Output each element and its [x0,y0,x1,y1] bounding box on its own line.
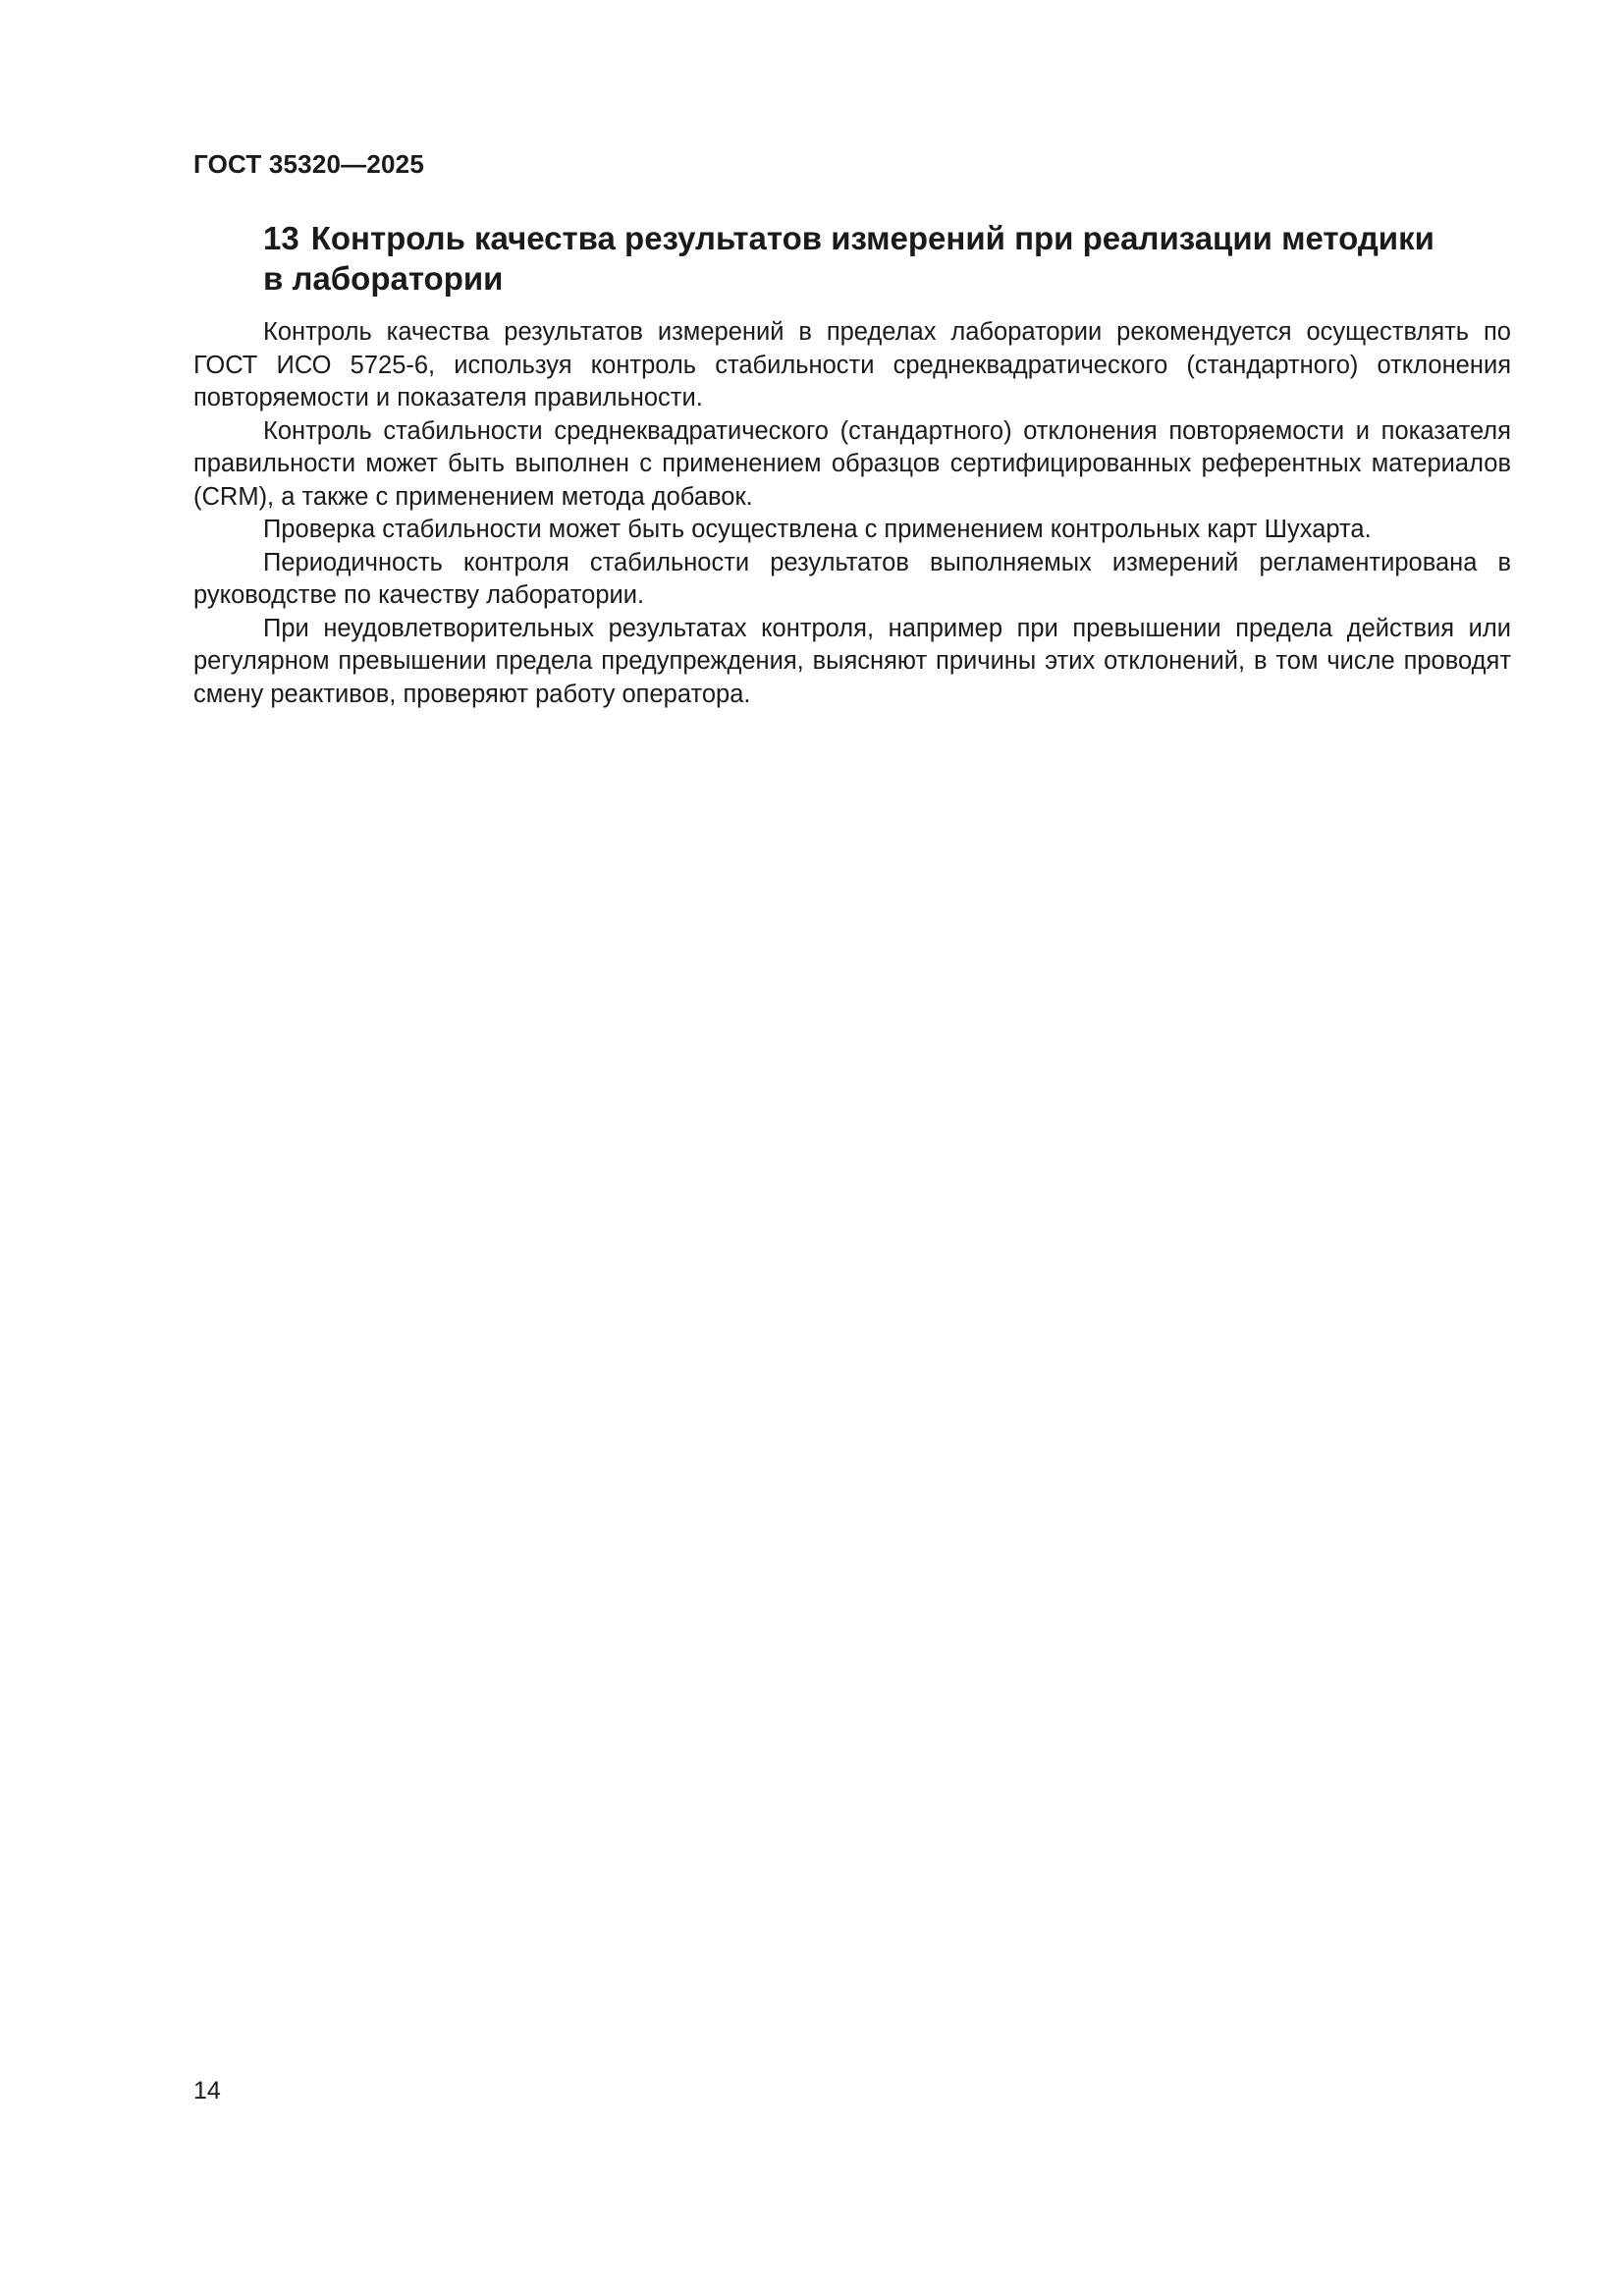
paragraph-5: При неудовлетворительных результатах контроля, например при превышении предела действия или регулярном превышении предела предупреждения, выясняют причины этих отклонений, в том числе проводят смену реактивов, проверяют работу оператора. [193,614,1511,708]
section-body [193,316,1511,711]
paragraph-2: Контроль стабильности среднеквадратического (стандартного) отклонения повторяемости и показателя правильности может быть выполнен с применением образцов сертифицированных референтных материалов (CRM), а также с применением метода добавок. [193,416,1511,511]
paragraph-1: Контроль качества результатов измерений в пределах лаборатории рекомендуется осуществлять по ГОСТ ИСО 5725-6, используя контроль стабильности среднеквадратического (стандартного) отклонения повторяемости и показателя правильности. [193,318,1511,411]
paragraph-3: Проверка стабильности может быть осуществлена с применением контрольных карт Шухарта. [263,516,1372,543]
page-number: 14 [193,2077,221,2105]
paragraph-4: Периодичность контроля стабильности результатов выполняемых измерений регламентирована в руководстве по качеству лаборатории. [193,548,1511,609]
section-13 [193,218,1511,711]
section-number: 13 [263,220,299,256]
section-title [263,218,1511,299]
section-title-line-1: Контроль качества результатов измерений при реализации методики [310,220,1434,256]
section-title-line-2: в лаборатории [263,260,504,297]
document-code-header: ГОСТ 35320—2025 [193,149,424,179]
